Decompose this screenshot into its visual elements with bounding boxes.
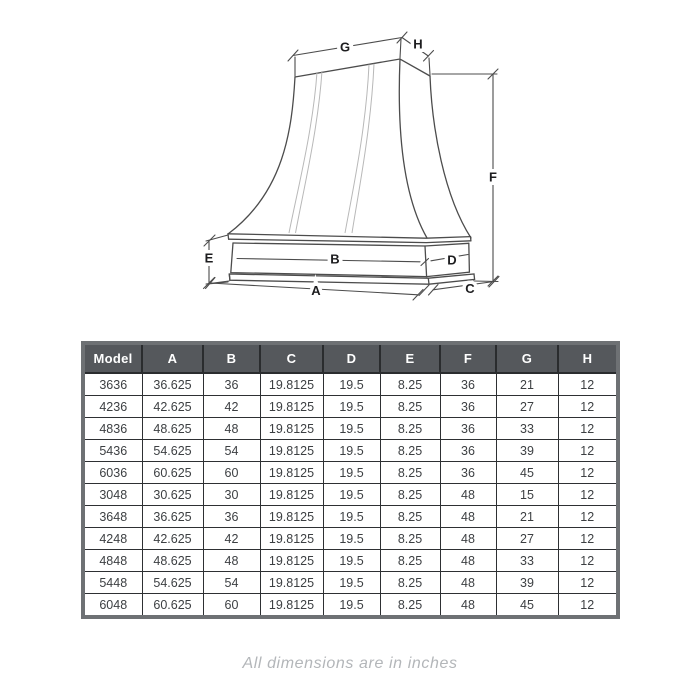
dim-cell: 19.8125 — [260, 506, 323, 528]
table-row — [85, 462, 616, 484]
dim-cell: 48.625 — [142, 418, 203, 440]
dim-cell: 19.8125 — [260, 440, 323, 462]
col-header-f: F — [440, 345, 496, 373]
dim-cell: 33 — [496, 550, 558, 572]
dim-cell: 39 — [496, 440, 558, 462]
header-row — [85, 345, 616, 373]
dim-cell: 8.25 — [380, 528, 440, 550]
dim-cell: 36.625 — [142, 373, 203, 396]
col-header-a: A — [142, 345, 203, 373]
dim-cell: 54 — [203, 440, 260, 462]
dim-cell: 8.25 — [380, 484, 440, 506]
dim-cell: 54.625 — [142, 440, 203, 462]
dim-cell: 48 — [440, 594, 496, 616]
dim-label-c: C — [465, 280, 475, 296]
table-row — [85, 528, 616, 550]
dim-cell: 54 — [203, 572, 260, 594]
dim-cell: 27 — [496, 396, 558, 418]
dim-cell: 36 — [440, 462, 496, 484]
dim-cell: 45 — [496, 462, 558, 484]
dim-label-e: E — [204, 250, 214, 266]
dim-cell: 12 — [558, 550, 616, 572]
dim-cell: 8.25 — [380, 462, 440, 484]
col-header-model: Model — [85, 345, 142, 373]
dim-cell: 42 — [203, 396, 260, 418]
dim-cell: 19.8125 — [260, 396, 323, 418]
dim-cell: 12 — [558, 418, 616, 440]
table-header — [85, 345, 616, 373]
dim-cell: 12 — [558, 484, 616, 506]
table-row — [85, 396, 616, 418]
dim-cell: 15 — [496, 484, 558, 506]
hood-diagram-container — [0, 0, 700, 335]
model-cell: 4848 — [85, 550, 142, 572]
dim-cell: 60 — [203, 594, 260, 616]
dimensions-note: All dimensions are in inches — [242, 655, 458, 672]
dim-cell: 8.25 — [380, 418, 440, 440]
dim-cell: 36.625 — [142, 506, 203, 528]
hood-strap-lines — [289, 64, 374, 233]
dim-cell: 19.8125 — [260, 594, 323, 616]
dim-cell: 42.625 — [142, 528, 203, 550]
dim-cell: 30.625 — [142, 484, 203, 506]
model-cell: 4248 — [85, 528, 142, 550]
hood-outline — [228, 59, 475, 284]
dim-cell: 21 — [496, 373, 558, 396]
dim-label-a: A — [311, 282, 321, 298]
dim-cell: 19.8125 — [260, 373, 323, 396]
table-row — [85, 594, 616, 616]
dim-cell: 48 — [440, 550, 496, 572]
dim-cell: 19.5 — [323, 418, 380, 440]
dim-label-g: G — [339, 39, 351, 55]
dim-cell: 19.5 — [323, 462, 380, 484]
dim-cell: 19.5 — [323, 550, 380, 572]
dim-cell: 27 — [496, 528, 558, 550]
dim-cell: 36 — [203, 506, 260, 528]
dim-cell: 19.8125 — [260, 462, 323, 484]
dimensions-table — [85, 345, 616, 615]
dim-cell: 48 — [440, 506, 496, 528]
dim-cell: 48 — [440, 572, 496, 594]
dim-cell: 33 — [496, 418, 558, 440]
hood-diagram — [0, 0, 700, 335]
table-row — [85, 572, 616, 594]
dim-cell: 8.25 — [380, 373, 440, 396]
dim-cell: 19.8125 — [260, 418, 323, 440]
table-row — [85, 550, 616, 572]
dim-cell: 36 — [440, 373, 496, 396]
dim-cell: 19.5 — [323, 572, 380, 594]
table-row — [85, 506, 616, 528]
dim-cell: 42.625 — [142, 396, 203, 418]
dim-cell: 48.625 — [142, 550, 203, 572]
dim-cell: 8.25 — [380, 440, 440, 462]
dim-cell: 60.625 — [142, 594, 203, 616]
col-header-h: H — [558, 345, 616, 373]
dim-cell: 12 — [558, 528, 616, 550]
dim-cell: 8.25 — [380, 550, 440, 572]
dim-cell: 19.5 — [323, 594, 380, 616]
dim-cell: 19.8125 — [260, 528, 323, 550]
dimensions-table-container — [81, 341, 620, 619]
dim-cell: 45 — [496, 594, 558, 616]
col-header-d: D — [323, 345, 380, 373]
dim-cell: 48 — [203, 550, 260, 572]
col-header-b: B — [203, 345, 260, 373]
dim-cell: 19.5 — [323, 484, 380, 506]
dim-cell: 48 — [440, 528, 496, 550]
dim-cell: 36 — [440, 396, 496, 418]
col-header-c: C — [260, 345, 323, 373]
col-header-e: E — [380, 345, 440, 373]
table-row — [85, 373, 616, 396]
col-header-g: G — [496, 345, 558, 373]
dim-cell: 19.8125 — [260, 572, 323, 594]
model-cell: 5448 — [85, 572, 142, 594]
dim-cell: 36 — [203, 373, 260, 396]
model-cell: 6036 — [85, 462, 142, 484]
dim-cell: 19.8125 — [260, 484, 323, 506]
dim-label-b: B — [330, 251, 340, 267]
dim-cell: 12 — [558, 373, 616, 396]
model-cell: 4236 — [85, 396, 142, 418]
dim-cell: 42 — [203, 528, 260, 550]
dim-cell: 12 — [558, 396, 616, 418]
dim-label-d: D — [447, 252, 457, 268]
dim-cell: 36 — [440, 440, 496, 462]
table-row — [85, 484, 616, 506]
model-cell: 3636 — [85, 373, 142, 396]
dim-cell: 12 — [558, 594, 616, 616]
dim-cell: 39 — [496, 572, 558, 594]
dim-cell: 8.25 — [380, 594, 440, 616]
dim-cell: 48 — [440, 484, 496, 506]
dim-cell: 19.5 — [323, 396, 380, 418]
dim-cell: 21 — [496, 506, 558, 528]
dim-label-h: H — [413, 36, 423, 52]
dim-cell: 19.5 — [323, 440, 380, 462]
dim-cell: 8.25 — [380, 506, 440, 528]
model-cell: 3048 — [85, 484, 142, 506]
table-body — [85, 373, 616, 615]
dim-label-f: F — [489, 169, 497, 185]
dim-cell: 19.5 — [323, 373, 380, 396]
model-cell: 6048 — [85, 594, 142, 616]
dim-cell: 54.625 — [142, 572, 203, 594]
dim-cell: 12 — [558, 506, 616, 528]
dim-cell: 19.5 — [323, 528, 380, 550]
dim-cell: 60 — [203, 462, 260, 484]
table-row — [85, 418, 616, 440]
model-cell: 3648 — [85, 506, 142, 528]
dim-cell: 30 — [203, 484, 260, 506]
dim-cell: 12 — [558, 440, 616, 462]
dim-cell: 36 — [440, 418, 496, 440]
dim-cell: 48 — [203, 418, 260, 440]
dim-cell: 12 — [558, 572, 616, 594]
model-cell: 5436 — [85, 440, 142, 462]
dim-cell: 19.5 — [323, 506, 380, 528]
dim-cell: 60.625 — [142, 462, 203, 484]
model-cell: 4836 — [85, 418, 142, 440]
dim-cell: 12 — [558, 462, 616, 484]
dim-cell: 8.25 — [380, 396, 440, 418]
dim-cell: 19.8125 — [260, 550, 323, 572]
table-row — [85, 440, 616, 462]
dim-cell: 8.25 — [380, 572, 440, 594]
